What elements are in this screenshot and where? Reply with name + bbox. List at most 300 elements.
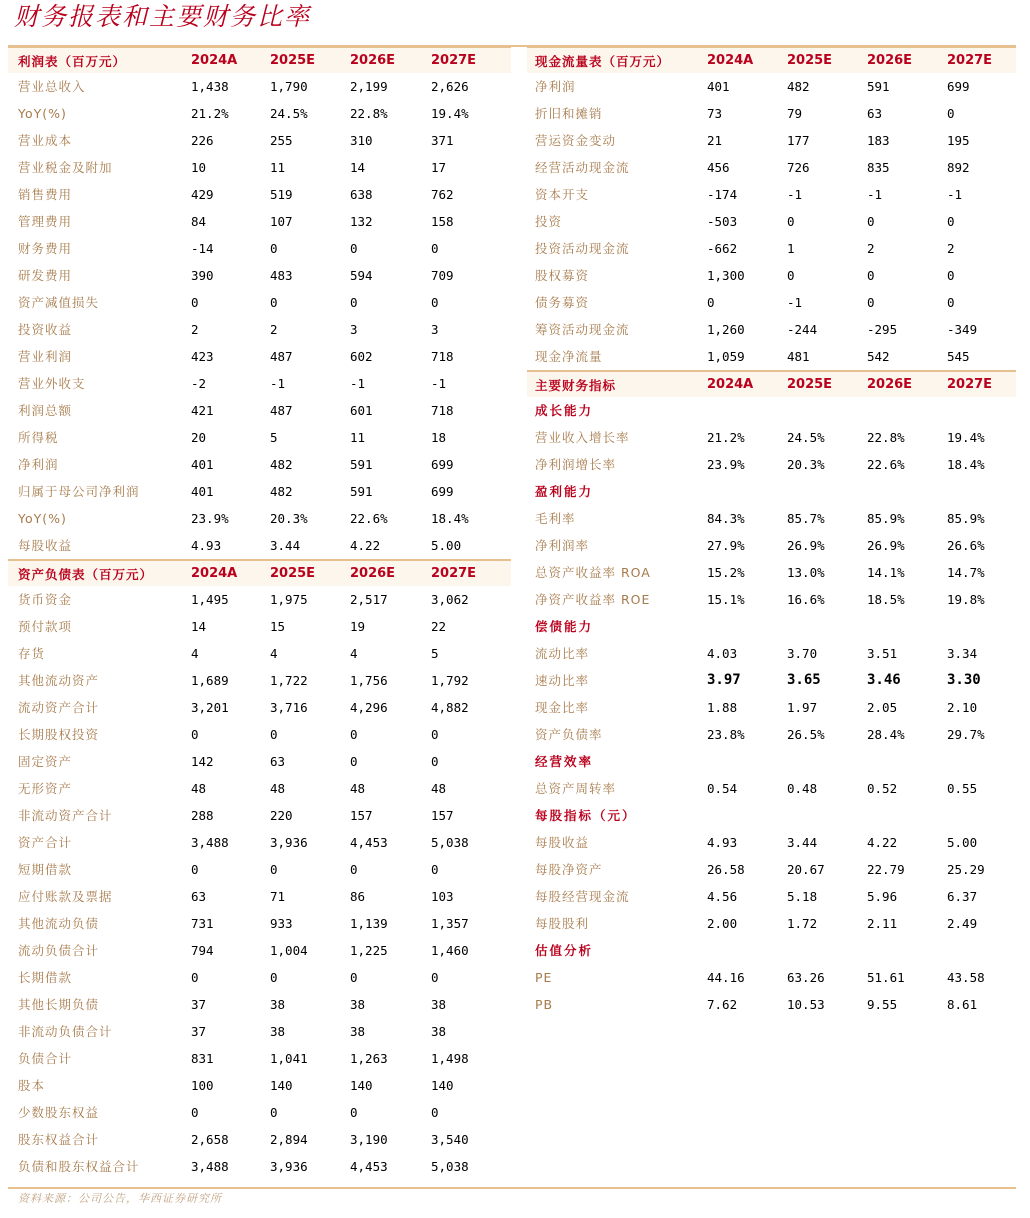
row-value: 48 [191,781,207,796]
page-title: 财务报表和主要财务比率 [14,2,312,31]
row-value: 3.46 [867,672,901,688]
table-row [8,1153,511,1180]
row-value: 1.97 [787,700,818,715]
row-label: 应付账款及票据 [18,889,113,904]
row-value: 2.00 [707,916,738,931]
row-value: -295 [867,322,898,337]
row-label: 资产负债率 [535,727,603,742]
row-value: 84.3% [707,511,745,526]
row-value: 0 [350,970,358,985]
row-value: 100 [191,1078,214,1093]
row-value: 0 [787,214,795,229]
table-row [8,235,511,262]
row-value: 0 [947,106,955,121]
row-label: 其他长期负债 [18,997,100,1012]
row-value: -1 [431,376,447,391]
table-row [527,127,1016,154]
row-label: 负债合计 [18,1051,73,1066]
row-value: 482 [270,457,293,472]
year-header: 2025E [787,53,833,68]
table-row [8,829,511,856]
row-value: 14.7% [947,565,985,580]
row-value: 2,658 [191,1132,229,1147]
row-value: 0 [350,1105,358,1120]
year-header: 2024A [707,53,754,68]
row-value: 26.5% [787,727,825,742]
table-row [8,1072,511,1099]
row-value: 37 [191,997,207,1012]
row-label: 现金比率 [535,700,590,715]
row-value: 158 [431,214,454,229]
row-value: 220 [270,808,293,823]
row-value: 2.05 [867,700,898,715]
row-label: 净利润率 [535,538,590,553]
row-value: 0 [431,970,439,985]
row-value: 0 [350,862,358,877]
row-value: 8.61 [947,997,978,1012]
table-row [8,1126,511,1153]
row-value: 709 [431,268,454,283]
row-label: 每股收益 [18,538,73,553]
row-value: 63 [270,754,286,769]
table-row [527,100,1016,127]
row-value: 4.03 [707,646,738,661]
row-value: 2.11 [867,916,898,931]
table-row [527,505,1016,532]
row-label: PE [535,970,553,985]
row-value: 2 [270,322,278,337]
row-value: 3.44 [787,835,818,850]
row-value: 26.9% [787,538,825,553]
row-value: 0 [350,241,358,256]
row-value: 4,453 [350,1159,388,1174]
row-value: 3 [350,322,358,337]
row-value: 63.26 [787,970,825,985]
row-value: 21.2% [191,106,229,121]
table-row [527,73,1016,100]
income-statement-header [8,46,511,73]
row-value: 0 [350,754,358,769]
table-row [8,964,511,991]
row-value: 38 [350,997,366,1012]
row-value: 9.55 [867,997,898,1012]
table-row [8,1045,511,1072]
row-value: 487 [270,403,293,418]
row-value: 390 [191,268,214,283]
row-value: -503 [707,214,738,229]
row-value: 794 [191,943,214,958]
row-value: 5 [270,430,278,445]
table-row [8,694,511,721]
row-value: 0 [270,1105,278,1120]
section-title: 盈利能力 [535,484,594,499]
row-value: 0 [270,241,278,256]
row-value: 1,004 [270,943,308,958]
row-value: 0 [431,862,439,877]
table-row [527,451,1016,478]
table-row [8,856,511,883]
year-header: 2024A [191,53,238,68]
table-row [8,478,511,505]
row-value: 14 [191,619,207,634]
row-value: 4,453 [350,835,388,850]
row-label: 股本 [18,1078,46,1093]
row-label: 货币资金 [18,592,73,607]
row-value: 24.5% [270,106,308,121]
row-value: 13.0% [787,565,825,580]
row-value: -1 [867,187,883,202]
row-value: 3.65 [787,672,821,688]
row-value: 591 [350,457,373,472]
table-row [8,343,511,370]
table-row [8,451,511,478]
row-value: 48 [350,781,366,796]
table-row [8,208,511,235]
row-label: 股权募资 [535,268,590,283]
row-value: 5,038 [431,835,469,850]
row-value: 0.54 [707,781,738,796]
table-row [8,937,511,964]
row-value: 718 [431,349,454,364]
row-label: 投资收益 [18,322,73,337]
row-value: 0 [867,214,875,229]
row-value: 51.61 [867,970,905,985]
row-value: 718 [431,403,454,418]
table-row [527,829,1016,856]
row-label: 毛利率 [535,511,576,526]
row-label: 流动负债合计 [18,943,100,958]
table-row [8,181,511,208]
row-label: 净利润 [535,79,576,94]
row-value: 601 [350,403,373,418]
table-row [527,964,1016,991]
table-row [527,910,1016,937]
table-row [527,424,1016,451]
row-value: 1,041 [270,1051,308,1066]
row-value: 0 [431,241,439,256]
table-row [527,181,1016,208]
row-value: 37 [191,1024,207,1039]
row-value: 2.49 [947,916,978,931]
row-label: 少数股东权益 [18,1105,100,1120]
row-value: 19 [350,619,366,634]
row-value: 726 [787,160,810,175]
year-header: 2024A [707,377,754,392]
table-row [8,802,511,829]
table-row [8,991,511,1018]
row-value: 1,263 [350,1051,388,1066]
row-value: 0 [270,727,278,742]
row-value: 731 [191,916,214,931]
row-value: -662 [707,241,738,256]
section-title: 成长能力 [535,403,594,418]
row-value: 401 [191,484,214,499]
row-value: 0 [431,754,439,769]
table-row [8,73,511,100]
row-value: 1,357 [431,916,469,931]
row-value: 157 [350,808,373,823]
cash-flow-title: 现金流量表（百万元） [535,54,671,69]
row-value: 4.93 [191,538,222,553]
row-value: 38 [270,1024,286,1039]
row-value: 18.5% [867,592,905,607]
row-value: 591 [350,484,373,499]
row-value: 85.9% [947,511,985,526]
row-label: 净利润 [18,457,59,472]
year-header: 2026E [350,53,396,68]
row-label: 营业总收入 [18,79,86,94]
cash-flow-header [527,46,1016,73]
row-value: 0.48 [787,781,818,796]
row-value: 23.8% [707,727,745,742]
row-value: 3,488 [191,1159,229,1174]
row-value: 255 [270,133,293,148]
table-row [8,613,511,640]
table-row [527,559,1016,586]
row-value: 0 [270,970,278,985]
row-value: 157 [431,808,454,823]
row-value: 63 [191,889,207,904]
key-ratios-header [527,370,1016,397]
row-value: 3,936 [270,835,308,850]
row-label: 研发费用 [18,268,73,283]
row-value: 73 [707,106,723,121]
year-header: 2027E [947,53,993,68]
row-value: -14 [191,241,214,256]
row-value: 3,488 [191,835,229,850]
table-row [8,640,511,667]
table-row [8,127,511,154]
row-label: 营运资金变动 [535,133,617,148]
row-value: 545 [947,349,970,364]
row-label: 营业收入增长率 [535,430,630,445]
row-value: 4.22 [350,538,381,553]
row-value: 79 [787,106,803,121]
row-value: 3.70 [787,646,818,661]
table-row [8,910,511,937]
year-header: 2027E [431,53,477,68]
row-value: 63 [867,106,883,121]
row-label: 归属于母公司净利润 [18,484,140,499]
row-value: 20.67 [787,862,825,877]
row-label: 净资产收益率 ROE [535,592,651,607]
row-value: 84 [191,214,207,229]
bottom-rule [8,1187,1016,1189]
row-value: 0 [270,295,278,310]
row-value: 6.37 [947,889,978,904]
row-value: 1,792 [431,673,469,688]
row-value: 2 [947,241,955,256]
row-label: 每股股利 [535,916,590,931]
row-value: 0 [431,295,439,310]
row-value: 3.44 [270,538,301,553]
row-value: 15 [270,619,286,634]
row-value: 132 [350,214,373,229]
row-value: 22.6% [867,457,905,472]
row-value: 38 [350,1024,366,1039]
table-row [8,721,511,748]
year-header: 2025E [270,53,316,68]
row-value: 26.58 [707,862,745,877]
year-header: 2025E [787,377,833,392]
section-title: 每股指标（元） [535,808,637,823]
row-label: 净利润增长率 [535,457,617,472]
table-row [8,1018,511,1045]
row-value: 1,300 [707,268,745,283]
row-value: 11 [350,430,366,445]
row-value: 20.3% [270,511,308,526]
row-value: 0 [431,1105,439,1120]
row-value: 177 [787,133,810,148]
table-row [527,775,1016,802]
row-value: 2 [191,322,199,337]
row-value: 26.6% [947,538,985,553]
row-value: 71 [270,889,286,904]
row-value: 0 [431,727,439,742]
row-value: 2,894 [270,1132,308,1147]
row-value: 22.79 [867,862,905,877]
row-value: 2,517 [350,592,388,607]
row-label: 存货 [18,646,46,661]
section-header [527,802,1016,829]
row-value: 2,626 [431,79,469,94]
row-value: 183 [867,133,890,148]
section-title: 经营效率 [535,754,594,769]
row-value: 481 [787,349,810,364]
row-value: 542 [867,349,890,364]
year-header: 2027E [947,377,993,392]
row-value: 21 [707,133,723,148]
row-label: 每股经营现金流 [535,889,630,904]
row-value: 429 [191,187,214,202]
row-label: PB [535,997,554,1012]
row-label: 投资 [535,214,563,229]
row-label: 筹资活动现金流 [535,322,630,337]
row-value: 195 [947,133,970,148]
row-value: 1,689 [191,673,229,688]
row-value: 48 [431,781,447,796]
row-label: 管理费用 [18,214,73,229]
table-row [8,505,511,532]
row-value: 3.34 [947,646,978,661]
table-row [527,721,1016,748]
row-value: -2 [191,376,207,391]
row-value: 17 [431,160,447,175]
row-value: 22 [431,619,447,634]
row-value: 5.00 [431,538,462,553]
income-statement-title: 利润表（百万元） [18,54,127,69]
row-value: 1,460 [431,943,469,958]
table-row [8,100,511,127]
row-value: 0 [947,268,955,283]
row-value: 1,059 [707,349,745,364]
row-value: 28.4% [867,727,905,742]
row-label: 流动比率 [535,646,590,661]
row-label: 流动资产合计 [18,700,100,715]
row-label: 销售费用 [18,187,73,202]
year-header: 2026E [350,566,396,581]
row-value: 16.6% [787,592,825,607]
row-value: 4 [350,646,358,661]
row-label: 投资活动现金流 [535,241,630,256]
row-value: 1,260 [707,322,745,337]
row-value: 4 [270,646,278,661]
row-value: 401 [191,457,214,472]
row-value: 0 [947,295,955,310]
row-value: 23.9% [707,457,745,472]
row-value: 456 [707,160,730,175]
row-value: 19.8% [947,592,985,607]
row-label: 债务募资 [535,295,590,310]
row-label: 短期借款 [18,862,73,877]
balance-sheet-title: 资产负债表（百万元） [18,567,154,582]
row-value: 835 [867,160,890,175]
row-value: 1,790 [270,79,308,94]
table-row [8,289,511,316]
row-value: 20.3% [787,457,825,472]
row-label: 每股净资产 [535,862,603,877]
row-label: 其他流动资产 [18,673,100,688]
row-label: 经营活动现金流 [535,160,630,175]
table-row [527,694,1016,721]
row-value: 482 [787,79,810,94]
row-value: -1 [350,376,366,391]
table-row [8,154,511,181]
source-note: 资料来源：公司公告，华西证券研究所 [18,1192,222,1205]
table-row [8,775,511,802]
row-value: 3,062 [431,592,469,607]
row-value: 3.30 [947,672,981,688]
table-row [527,262,1016,289]
row-value: 7.62 [707,997,738,1012]
row-value: 0 [191,727,199,742]
year-header: 2026E [867,377,913,392]
row-label: 速动比率 [535,673,590,688]
row-value: 25.29 [947,862,985,877]
table-row [8,883,511,910]
row-value: -1 [787,187,803,202]
row-value: 1,225 [350,943,388,958]
row-value: 1.72 [787,916,818,931]
row-value: 892 [947,160,970,175]
table-row [527,208,1016,235]
row-value: 38 [431,997,447,1012]
row-value: 3.97 [707,672,741,688]
row-value: 23.9% [191,511,229,526]
row-value: 107 [270,214,293,229]
section-header [527,397,1016,424]
row-value: -244 [787,322,818,337]
row-value: 20 [191,430,207,445]
row-value: 0 [787,268,795,283]
row-label: 利润总额 [18,403,73,418]
row-value: 288 [191,808,214,823]
row-value: 5.00 [947,835,978,850]
table-row [8,397,511,424]
row-value: 10 [191,160,207,175]
table-row [527,667,1016,694]
row-label: 财务费用 [18,241,73,256]
year-header: 2024A [191,566,238,581]
row-label: 总资产收益率 ROA [535,565,651,580]
section-header [527,937,1016,964]
row-value: 3,936 [270,1159,308,1174]
row-value: 401 [707,79,730,94]
table-row [8,532,511,559]
row-label: 其他流动负债 [18,916,100,931]
row-value: 142 [191,754,214,769]
row-value: 699 [431,457,454,472]
